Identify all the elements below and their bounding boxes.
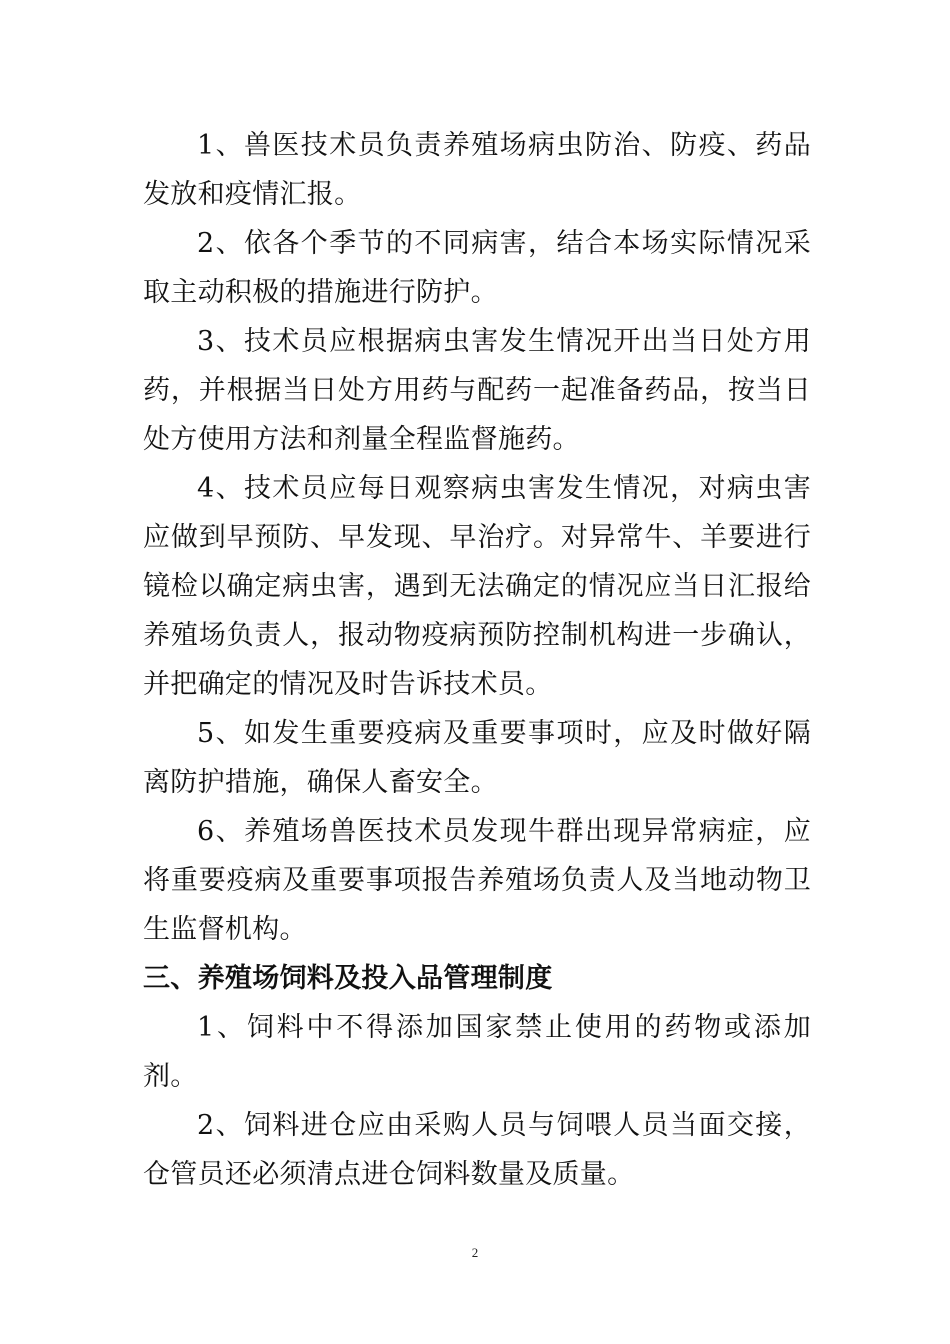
paragraph-2: 2、依各个季节的不同病害，结合本场实际情况采取主动积极的措施进行防护。 (143, 228, 811, 308)
paragraph-1: 1、兽医技术员负责养殖场病虫防治、防疫、药品发放和疫情汇报。 (143, 130, 811, 210)
paragraph-5: 5、如发生重要疫病及重要事项时，应及时做好隔离防护措施，确保人畜安全。 (143, 718, 811, 798)
paragraph-6: 6、养殖场兽医技术员发现牛群出现异常病症，应将重要疫病及重要事项报告养殖场负责人及当地动物卫生监督机构。 (143, 816, 811, 945)
section-paragraph-2: 2、饲料进仓应由采购人员与饲喂人员当面交接，仓管员还必须清点进仓饲料数量及质量。 (143, 1110, 811, 1190)
section-heading: 三、养殖场饲料及投入品管理制度 (143, 963, 553, 994)
section-paragraph-1: 1、饲料中不得添加国家禁止使用的药物或添加剂。 (143, 1012, 811, 1092)
document-body (143, 121, 811, 1199)
paragraph-3: 3、技术员应根据病虫害发生情况开出当日处方用药，并根据当日处方用药与配药一起准备药品，按当日处方使用方法和剂量全程监督施药。 (143, 326, 811, 455)
paragraph-4: 4、技术员应每日观察病虫害发生情况，对病虫害应做到早预防、早发现、早治疗。对异常牛、羊要进行镜检以确定病虫害，遇到无法确定的情况应当日汇报给养殖场负责人，报动物疫病预防控制机构进一步确认，并把确定的情况及时告诉技术员。 (143, 473, 811, 700)
page-number: 2 (471, 1245, 479, 1260)
